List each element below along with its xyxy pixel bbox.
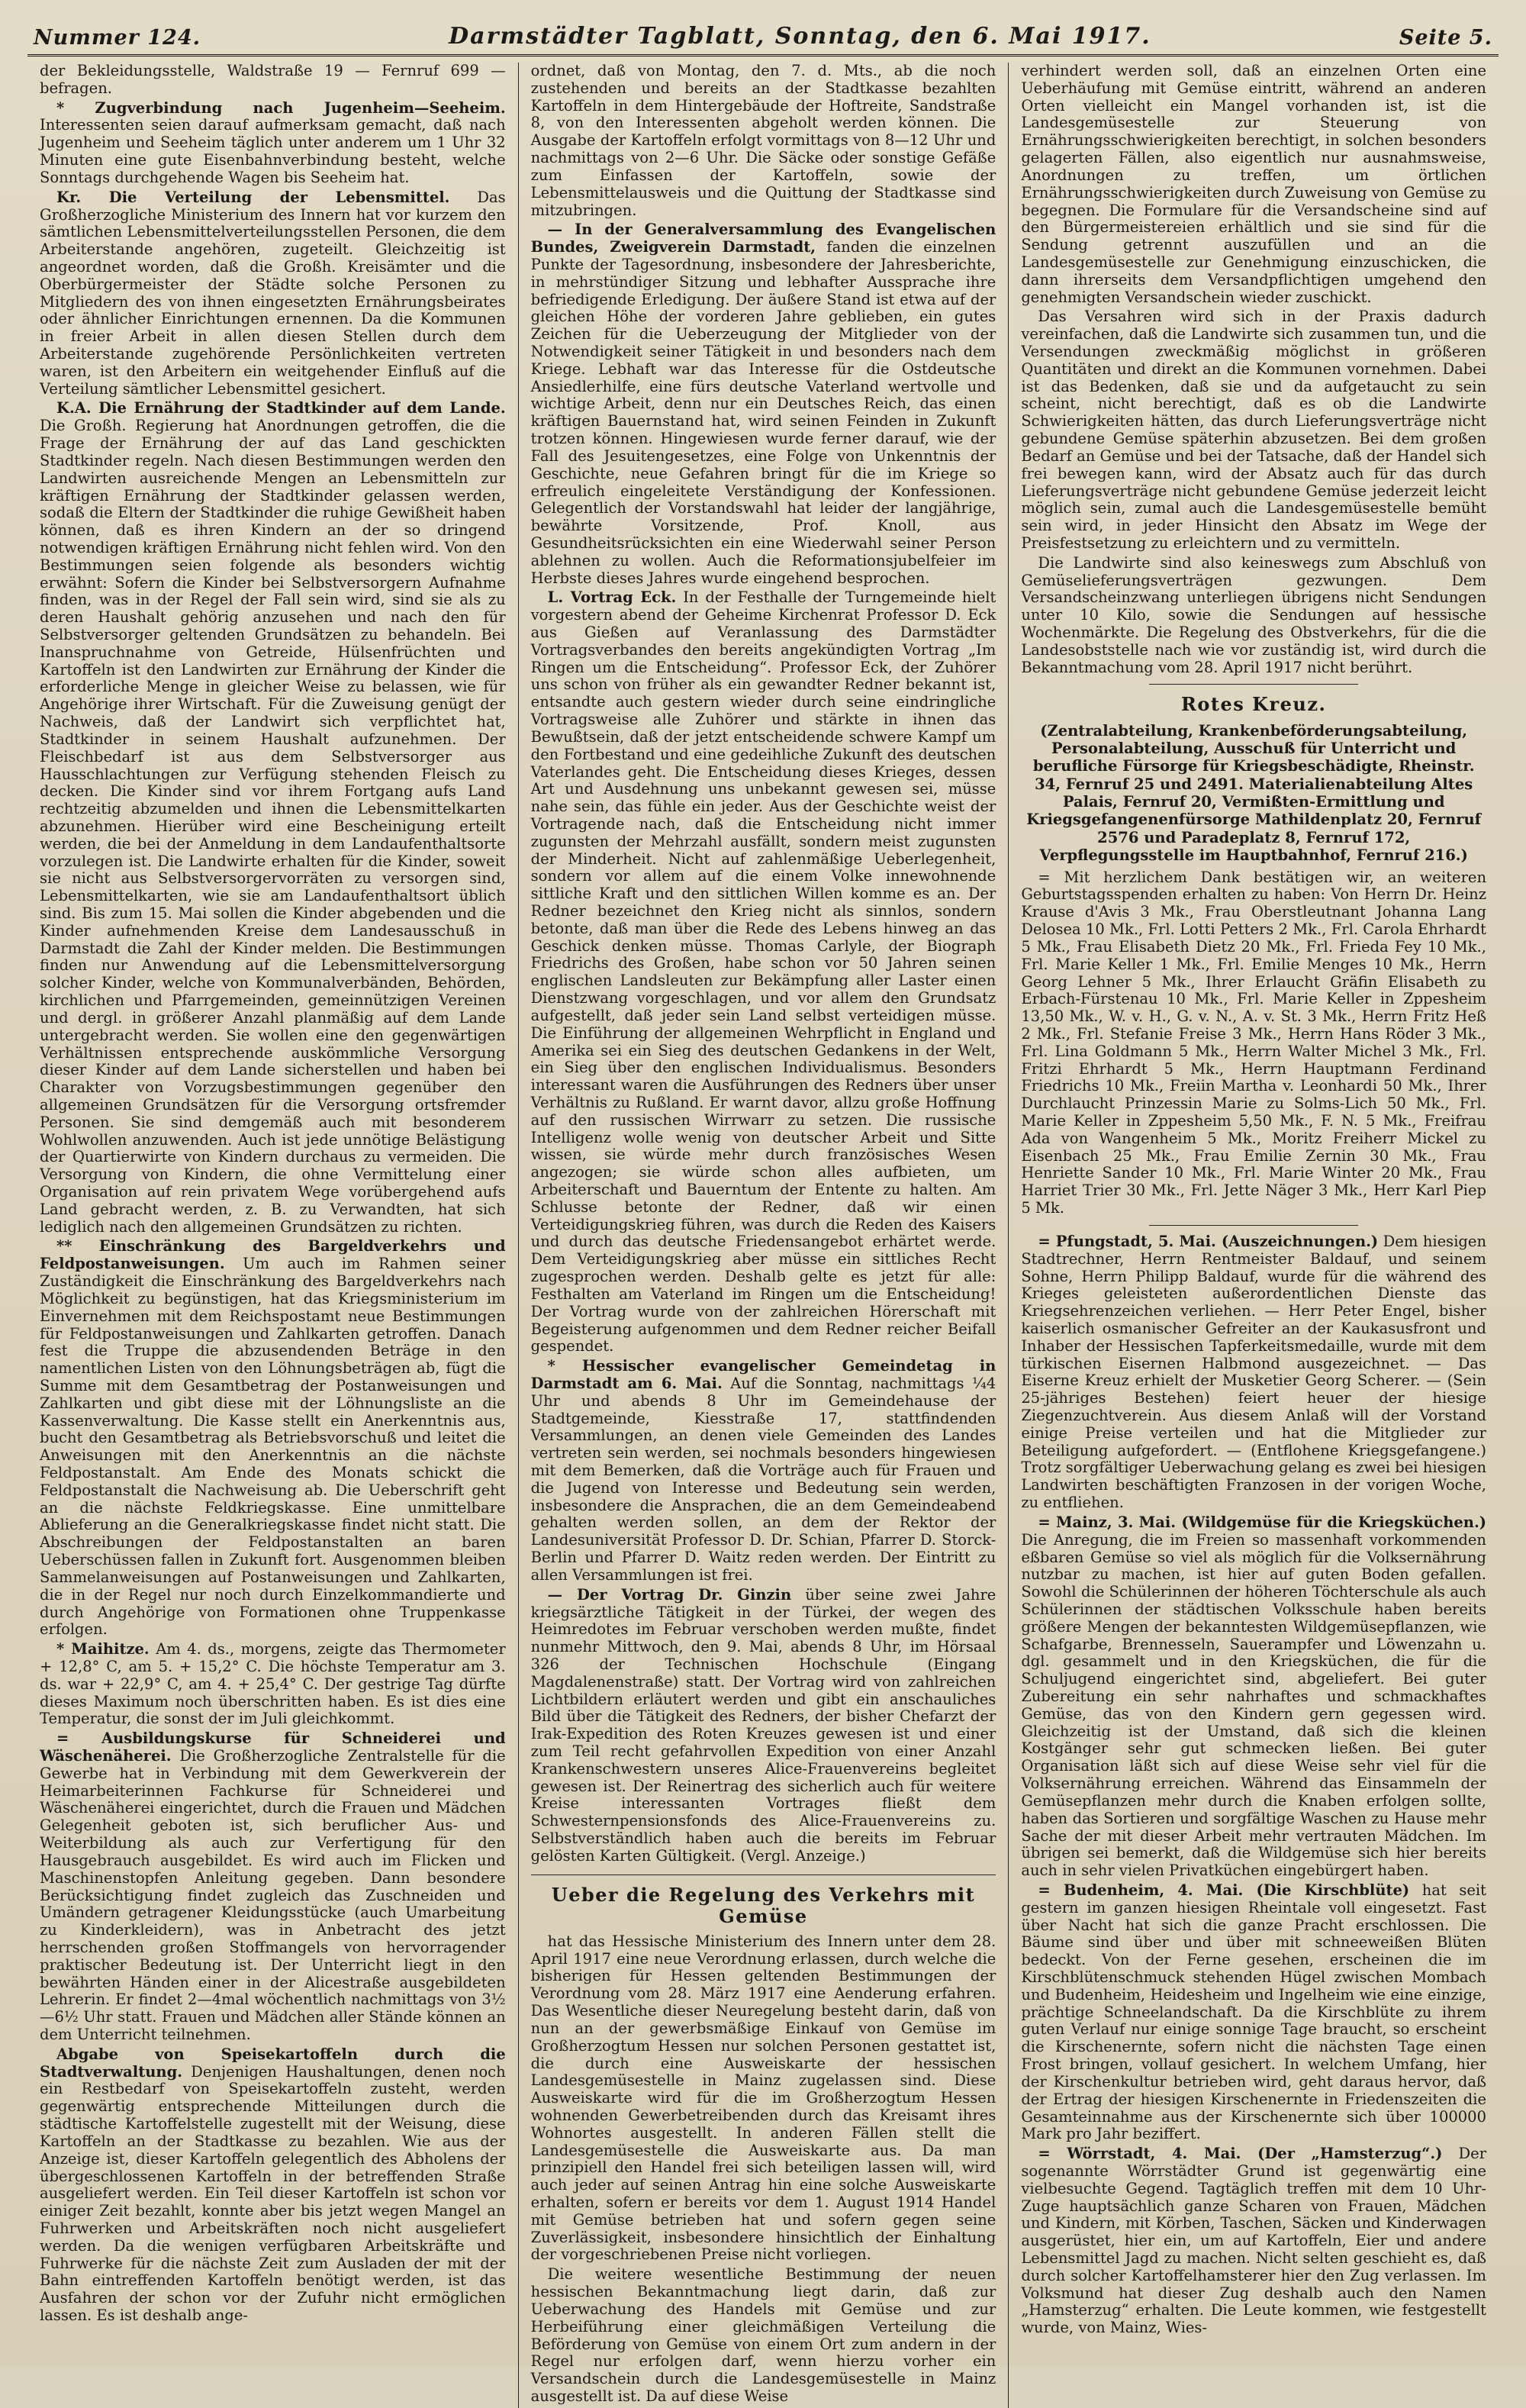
section-heading: Rotes Kreuz.: [1180, 693, 1327, 716]
article-lead: * Maihitze.: [56, 1640, 150, 1659]
article-text: Der sogenannte Wörrstädter Grund ist gegenwärtig eine vielbesuchte Gegend. Tagtäglich treffen mit dem 10 Uhr-Zuge hauptsächlich ganze Scharen von Frauen, Mädchen und Kindern, mit Körben, Taschen, Säcken und Kinderwagen ausgerüstet, hier ein, um auf Kartoffeln, Eier und andere Lebensmittel Jagd zu machen. Nicht selten geschieht es, daß durch solcher Kartoffelhamsterer hier den Zug verlassen. Im Volksmund hat dieser Zug deshalb auch den Namen „Hamsterzug“ erhalten. Die Leute kommen, wie festgestellt wurde, von Mainz, Wies-: [1021, 2145, 1487, 2337]
article-paragraph: [40, 2046, 506, 2325]
article-lead: Kr. Die Verteilung der Lebensmittel.: [56, 188, 450, 206]
article-text: Dem hiesigen Stadtrechner, Herrn Rentmeister Baldauf, und seinem Sohne, Herrn Philipp Baldauf, wurde für die während des Krieges geleisteten außerordentlichen Dienste das Kriegsehrenzeichen verliehen. — Herr Peter Engel, bisher kaiserlich osmanischer Gefreiter an der Kaukasusfront und Inhaber der Hessischen Tapferkeitsmedaille, wurde mit dem türkischen Eisernen Halbmond ausgezeichnet. — Das Eiserne Kreuz erhielt der Musketier Georg Scherer. — (Sein 25-jähriges Bestehen) feiert heuer der hiesige Ziegenzuchtverein. Aus diesem Anlaß will der Vorstand einige Preise verteilen und hat die Mitglieder zur Beteiligung aufgefordert. — (Entflohene Kriegsgefangene.) Trotz sorgfältiger Ueberwachung gelang es zwei bei hiesigen Landwirten beschäftigten Franzosen in der vorigen Woche, zu entfliehen.: [1021, 1232, 1487, 1512]
article-lead: = Mainz, 3. Mai. (Wildgemüse für die Kriegsküchen.): [1038, 1513, 1486, 1531]
article-paragraph: = Mit herzlichem Dank bestätigen wir, an weiteren Geburtstagsspenden erhalten zu haben: Von Herrn Dr. Heinz Krause d'Avis 3 Mk., Frau Oberstleutnant Johanna Lang Delosea 10 Mk., Frl. Lotti Petters 2 Mk., Frl. Carola Ehrhardt 5 Mk., Frau Elisabeth Dietz 20 Mk., Frl. Frieda Fey 10 Mk., Frl. Marie Keller 1 Mk., Frl. Emilie Menges 10 Mk., Herrn Georg Lehner 5 Mk., Ihrer Erlaucht Gräfin Elisabeth zu Erbach-Fürstenau 10 Mk., Frl. Marie Keller in Zppesheim 13,50 Mk., W. v. H., G. v. N., A. v. St. 3 Mk., Herrn Fritz Heß 2 Mk., Frl. Stefanie Freise 3 Mk., Herrn Hans Röder 3 Mk., Frl. Lina Goldmann 5 Mk., Herrn Walter Michel 3 Mk., Frl. Fritzi Ehrhardt 5 Mk., Herrn Hauptmann Ferdinand Friedrichs 10 Mk., Freiin Martha v. Leonhardi 50 Mk., Ihrer Durchlaucht Prinzessin Marie zu Solms-Lich 50 Mk., Frl. Marie Keller in Zppesheim 5,50 Mk., F. N. 5 Mk., Freifrau Ada von Wangenheim 5 Mk., Moritz Freiherr Mickel zu Eisenbach 25 Mk., Frau Emilie Zernin 30 Mk., Frau Henriette Sander 10 Mk., Frl. Marie Winter 20 Mk., Frau Harriet Trier 30 Mk., Frl. Jette Näger 3 Mk., Herr Karl Piep 5 Mk.: [1021, 868, 1486, 1217]
article-paragraph: [1021, 1514, 1486, 1880]
article-paragraph: [40, 1641, 506, 1728]
article-text: Das Großherzogliche Ministerium des Innern hat vor kurzem den sämtlichen Lebensmittelverteilungsstellen Personen, die dem Arbeiterstande angehören, zugeteilt. Gleichzeitig ist angeordnet worden, daß die Großh. Kreisämter und die Oberbürgermeister der Städte solche Personen zu Mitgliedern des von ihnen eingesetzten Ernährungsbeirates oder ähnlicher Einrichtungen ernennen. Da die Kommunen in freier Arbeit in allen diesen Stellen durch dem Arbeiterstande zugehörende Persönlichkeiten vertreten waren, ist den Arbeitern ein weitgehender Einfluß auf die Verteilung sämtlicher Lebensmittel gesichert.: [40, 188, 506, 398]
article-text: Auf die Sonntag, nachmittags ¼4 Uhr und abends 8 Uhr im Gemeindehause der Stadtgemeinde, Kiesstraße 17, stattfindenden Versammlungen, an denen viele Gemeinden des Landes vertreten sein werden, sei nochmals besonders hingewiesen mit dem Bemerken, daß die Vorträge auch für Frauen und die Jugend von Interesse und Bedeutung sein werden, insbesondere die Ansprachen, die an dem Gemeindeabend gehalten werden sollen, an dem der Rektor der Landesuniversität Professor D. Dr. Schian, Pfarrer D. Storck-Berlin und Pfarrer D. Waitz reden werden. Der Eintritt zu allen Versammlungen ist frei.: [530, 1374, 996, 1584]
article-text: Am 4. ds., morgens, zeigte das Thermometer + 12,8° C, am 5. + 15,2° C. Die höchste Temperatur am 3. ds. war + 22,9° C, am 4. + 25,4° C. Der gestrige Tag dürfte dieses Maximum noch überschritten haben. Es ist dies eine Temperatur, die sonst der im Juli gleichkommt.: [40, 1640, 506, 1728]
columns: [27, 62, 1499, 2405]
masthead: [27, 23, 1499, 56]
article-paragraph: [1021, 1882, 1486, 2143]
article-text: Die Großherzogliche Zentralstelle für die Gewerbe hat in Verbindung mit dem Gewerkverein der Heimarbeiterinnen Fachkurse für Schneiderei und Wäschenäherei eingerichtet, durch die Frauen und Mädchen Gelegenheit geboten ist, sich beruflicher Aus- und Weiterbildung als auch zur Verfertigung für den Hausgebrauch ausgebildet. Es wird auch im Flicken und Maschinenstopfen Anleitung gegeben. Dann besondere Berücksichtigung findet zugleich das Zuschneiden und Umändern getragener Kleidungsstücke (auch Umarbeitung zu Kinderkleidern), was in Anbetracht des jetzt herrschenden großen Stoffmangels von hervorragender praktischer Bedeutung ist. Der Unterricht liegt in den bewährten Händen einer in der Alicestraße ausgebildeten Lehrerin. Er findet 2—4mal wöchentlich nachmittags von 3½—6½ Uhr statt. Frauen und Mädchen aller Stände können an dem Unterricht teilnehmen.: [40, 1747, 506, 2043]
article-lead: L. Vortrag Eck.: [547, 588, 677, 607]
article-lead: K.A. Die Ernährung der Stadtkinder auf dem Lande.: [56, 399, 506, 417]
divider: [1149, 684, 1358, 685]
page-number: Seite 5.: [1399, 26, 1492, 50]
section-heading: Ueber die Regelung des Verkehrs mit Gemüse: [551, 1883, 976, 1927]
article-text: über seine zwei Jahre kriegsärztliche Tätigkeit in der Türkei, der wegen des Heimredotes im Februar verschoben werden mußte, findet nunmehr Mittwoch, den 9. Mai, abends 8 Uhr, im Hörsaal 326 der Technischen Hochschule (Eingang Magdalenenstraße) statt. Der Vortrag wird von zahlreichen Lichtbildern erläutert werden und gibt ein anschauliches Bild über die Tätigkeit des Redners, der bisher Chefarzt der Irak-Expedition des Roten Kreuzes gewesen ist und einer zum Teil recht gefahrvollen Expedition von einer Anzahl Krankenschwestern unseres Alice-Frauenvereins begleitet gewesen ist. Der Reinertrag des sicherlich auch für weitere Kreise interessanten Vortrages fließt dem Schwesternpensionsfonds des Alice-Frauenvereins zu. Selbstverständlich haben auch die bereits im Februar gelösten Karten Gültigkeit. (Vergl. Anzeige.): [530, 1585, 996, 1865]
article-lead: = Wörrstadt, 4. Mai. (Der „Hamsterzug“.): [1038, 2145, 1443, 2163]
article-text: Die Großh. Regierung hat Anordnungen getroffen, die die Frage der Ernährung der auf das Land geschickten Stadtkinder regeln. Nach diesen Bestimmungen werden den Landwirten ausreichende Mengen an Lebensmitteln zur kräftigen Ernährung der Stadtkinder gelassen werden, sodaß die Eltern der Stadtkinder die ruhige Gewißheit haben können, daß es ihren Kindern an der so dringend notwendigen kräftigen Ernährung nicht fehlen wird. Von den Bestimmungen seien folgende als besonders wichtig erwähnt: Sofern die Kinder bei Selbstversorgern Aufnahme finden, was in der Regel der Fall sein wird, sind sie als zu deren Haushalt gehörig anzusehen und nach den für Selbstversorger geltenden Grundsätzen zu behandeln. Bei Inanspruchnahme von Getreide, Hülsenfrüchten und Kartoffeln ist den Landwirten zur Ernährung der Kinder die erforderliche Menge in gleicher Weise zu belassen, wie für Angehörige ihrer Wirtschaft. Für die Zuweisung genügt der Nachweis, daß der Landwirt sich verpflichtet hat, Stadtkinder in seinem Haushalt aufzunehmen. Der Fleischbedarf ist aus dem Selbstversorger aus Hausschlachtungen zur Verfügung stehenden Fleisch zu decken. Die Kinder sind vor ihrem Fortgang aufs Land rechtzeitig abzumelden und ihnen die Lebensmittelkarten abzunehmen. Hierüber wird eine Bescheinigung erteilt werden, die bei der Anmeldung in dem Landaufenthaltsorte vorzulegen ist. Die Landwirte erhalten für die Kinder, soweit sie nicht aus Selbstversorgervorräten zu versorgen sind, Lebensmittelkarten, wie sie am Landaufenthaltsort üblich sind. Bis zum 15. Mai sollen die Kinder abgebenden und die Kinder aufnehmenden Kreise dem Landesausschuß in Darmstadt die Zahl der Kinder melden. Die Bestimmungen finden nur Anwendung auf die Lebensmittelversorgung solcher Kinder, welche von Kommunalverbänden, Behörden, kirchlichen und Pfarrgemeinden, gemeinnützigen Vereinen und dergl. in größerer Anzahl planmäßig auf dem Lande untergebracht werden. Sie wollen eine den gegenwärtigen Verhältnissen entsprechende auskömmliche Versorgung dieser Kinder auf dem Lande sicherstellen und haben bei Charakter von Vorzugsbestimmungen gegenüber den allgemeinen Grundsätzen für die Versorgung ortsfremder Personen. Sie sind demgemäß auch mit besonderem Wohlwollen anzuwenden. Auch ist jede unnötige Belästigung der Quartierwirte von Kindern durchaus zu vermeiden. Die Versorgung von Kindern, die ohne Vermittelung einer Organisation auf rein privatem Wege vorübergehend aufs Land gebracht werden, z. B. zu Verwandten, hat sich lediglich nach den allgemeinen Grundsätzen zu richten.: [40, 417, 506, 1236]
article-text: Interessenten seien darauf aufmerksam gemacht, daß nach Jugenheim und Seeheim täglich unter anderem um 1 Uhr 32 Minuten eine gute Eisenbahnverbindung besteht, welche Sonntags durchgehende Wagen bis Seeheim hat.: [40, 116, 506, 186]
article-paragraph: [531, 221, 996, 587]
article-paragraph: [40, 100, 506, 187]
article-lead: = Budenheim, 4. Mai. (Die Kirschblüte): [1038, 1881, 1410, 1899]
article-text: Denjenigen Haushaltungen, denen noch ein Restbedarf von Speisekartoffeln zusteht, werden gegenwärtig entsprechende Mitteilungen durch die städtische Kartoffelstelle zugestellt mit der Weisung, diese Kartoffeln an der Stadtkasse zu bezahlen. Wie aus der Anzeige ist, dieser Kartoffeln gelegentlich des Abholens der übergeschlossenen Kartoffeln in der betreffenden Straße ausgeliefert werden. Ein Teil dieser Kartoffeln ist schon vor einiger Zeit bezahlt, konnte aber bis jetzt wegen Mangel an Fuhrwerken und Arbeitskräften noch nicht ausgeliefert werden. Da die wenigen verfügbaren Arbeitskräfte und Fuhrwerke für die nächste Zeit zum Ausladen der mit der Bahn eintreffenden Kartoffeln benötigt werden, ist das Ausfahren der schon vor der Zufuhr nicht ermöglichen lassen. Es ist deshalb ange-: [40, 2062, 506, 2324]
article-paragraph: [531, 1587, 996, 1865]
article-lead: — Der Vortrag Dr. Ginzin: [547, 1585, 792, 1604]
article-lead: Abgabe von Speisekartoffeln durch die Stadtverwaltung.: [40, 2045, 506, 2081]
section-subheading: (Zentralabteilung, Krankenbeförderungsabteilung, Personalabteilung, Ausschuß für Unterricht und berufliche Fürsorge für Kriegsbeschädigte, Rheinstr. 34, Fernruf 25 und 2491. Materialienabteilung Altes Palais, Fernruf 20, Vermißten-Ermittlung und Kriegsgefangenenfürsorge Mathildenplatz 20, Fernruf 2576 und Paradeplatz 8, Fernruf 172, Verpflegungsstelle im Hauptbahnhof, Fernruf 216.): [1026, 721, 1482, 865]
article-text: fanden die einzelnen Punkte der Tagesordnung, insbesondere der Jahresberichte, in mehrstündiger Sitzung und lebhafter Aussprache ihre befriedigende Erledigung. Der äußere Stand ist etwa auf der gleichen Höhe der vorderen Jahre geblieben, ein gutes Zeichen für die Ueberzeugung der Mitglieder von der Notwendigkeit seiner Tätigkeit in und besonders nach dem Kriege. Lebhaft war das Interesse für die Ostdeutsche Ansiedlerhilfe, eine fürs deutsche Vaterland wertvolle und wichtige Arbeit, denn nur ein Deutsches Reich, das einen kräftigen Bauernstand hat, wird seinen Feinden in Zukunft trotzen können. Hingewiesen wurde ferner darauf, wie der Fall des Jesuitengesetzes, eine Folge von Unkenntnis der Geschichte, neue Gefahren bringt für die im Kriege so erfreulich eingeleitete Verständigung der Konfessionen. Gelegentlich der Vorstandswahl hat leider der langjährige, bewährte Vorsitzende, Prof. Knoll, aus Gesundheitsrücksichten ein eine Wiederwahl seiner Person ablehnen zu wollen. Auch die Reformationsjubelfeier im Herbste dieses Jahres wurde eingehend besprochen.: [530, 238, 996, 587]
article-text: hat seit gestern im ganzen hiesigen Rheintale voll eingesetzt. Fast über Nacht hat sich die ganze Pracht erschlossen. Die Bäume sind über und über mit schneeweißen Blüten bedeckt. Von der Ferne gesehen, erscheinen die im Kirschblütenschmuck stehenden Hügel zwischen Mombach und Budenheim, Heidesheim und Ingelheim wie eine einzige, prächtige Schneelandschaft. Da die Kirschblüte zu ihrem guten Verlauf nur einige sonnige Tage braucht, so erscheint die Kirschenernte, sofern nicht die nächsten Tage einen Frost bringen, vollauf gesichert. In welchem Umfang, hier der Kirschenkultur betrieben wird, geht daraus hervor, daß der Ertrag der hiesigen Kirschenernte in Friedenszeiten die Gesamteinnahme aus der Kirschenernte sich über 100000 Mark pro Jahr beziffert.: [1021, 1881, 1487, 2143]
article-paragraph: Die Landwirte sind also keineswegs zum Abschluß von Gemüselieferungsverträgen gezwungen. Dem Versandscheinzwang unterliegen übrigens nicht Sendungen unter 10 Kilo, sowie die Sendungen auf hessische Wochenmärkte. Die Regelung des Obstverkehrs, für die die Landesobststelle nach wie vor zuständig ist, wird durch die Bekanntmachung vom 28. April 1917 nicht berührt.: [1021, 553, 1486, 676]
article-paragraph: [40, 400, 506, 1236]
article-paragraph: hat das Hessische Ministerium des Innern unter dem 28. April 1917 eine neue Verordnung erlassen, durch welche die bisherigen für Hessen geltenden Bestimmungen der Verordnung vom 28. März 1917 eine Aenderung erfahren. Das Wesentliche dieser Neuregelung besteht darin, daß von nun an der gewerbsmäßige Einkauf von Gemüse im Großherzogtum Hessen nur solchen Personen gestattet ist, die durch eine Ausweiskarte der hessischen Landesgemüsestelle in Mainz zugelassen sind. Diese Ausweiskarte wird für die im Großherzogtum Hessen wohnenden Gewerbetreibenden durch das Kreisamt ihres Wohnortes ausgestellt. In anderen Fällen stellt die Landesgemüsestelle die Ausweiskarte aus. Da man prinzipiell den Handel frei sich beteiligen lassen will, wird auch jeder auf seinen Antrag hin eine solche Ausweiskarte erhalten, sofern er bereits vor dem 1. August 1914 Handel mit Gemüse betrieben hat und sofern gegen seine Zuverlässigkeit, insbesondere hinsichtlich der Einhaltung der vorgeschriebenen Preise nicht vorliegen.: [530, 1932, 996, 2264]
article-paragraph: [40, 1238, 506, 1639]
article-lead: = Ausbildungskurse für Schneiderei und Wäschenäherei.: [40, 1729, 506, 1765]
article-paragraph: verhindert werden soll, daß an einzelnen Orten eine Ueberhäufung mit Gemüse eintritt, während an anderen Orten vielleicht ein Mangel vorhanden ist, ist die Landesgemüsestelle zur Steuerung von Ernährungsschwierigkeiten berechtigt, in solchen besonders gelagerten Fällen, also eigentlich nur ausnahmsweise, Anordnungen zu treffen, um örtlichen Ernährungsschwierigkeiten durch Zuweisung von Gemüse zu begegnen. Die Formulare für die Versandscheine sind auf den Bürgermeistereien erhältlich und sie sind für die Sendung getrennt auszufüllen und an die Landesgemüsestelle zur Genehmigung einzuschicken, die dann ihrerseits dem Versandpflichtigen umgehend den genehmigten Versandschein wieder zuschickt.: [1021, 62, 1486, 306]
column-1: [27, 63, 518, 2408]
article-paragraph: ordnet, daß von Montag, den 7. d. Mts., ab die noch zustehenden und bereits an der Stadtkasse bezahlten Kartoffeln in dem Hintergebäude der Hoftreite, Sandstraße 8, von den Interessenten abgeholt werden können. Die Ausgabe der Kartoffeln erfolgt vormittags von 8—12 Uhr und nachmittags von 2—6 Uhr. Die Säcke oder sonstige Gefäße zum Einfassen der Kartoffeln, sowie der Lebensmittelausweis und die Quittung der Stadtkasse sind mitzubringen.: [530, 62, 996, 219]
article-paragraph: Das Versahren wird sich in der Praxis dadurch vereinfachen, daß die Landwirte sich zusammen tun, und die Versendungen zweckmäßig möglichst in größeren Quantitäten und direkt an die Kommunen vornehmen. Dabei ist das Bedenken, daß sie und da aufgetaucht zu sein scheint, nicht berechtigt, daß es ob die Landwirte Schwierigkeiten hätten, das durch Lieferungsverträge nicht gebundene Gemüse späterhin abzusetzen. Bei dem großen Bedarf an Gemüse und bei der Tatsache, daß der Handel sich frei bewegen kann, wird der Absatz auch für das durch Lieferungsverträge nicht gebundene Gemüse jederzeit leicht möglich sein, zumal auch die Landesgemüsestelle bemüht sein wird, in jeder Hinsicht den Absatz im Wege der Preisfestsetzung zu erleichtern und zu vermitteln.: [1021, 308, 1486, 552]
newspaper-title: Darmstädter Tagblatt, Sonntag, den 6. Mai 1917.: [449, 23, 1151, 50]
article-paragraph: Die weitere wesentliche Bestimmung der neuen hessischen Bekanntmachung liegt darin, daß zur Ueberwachung des Handels mit Gemüse und zur Herbeiführung einer gleichmäßigen Verteilung die Beförderung von Gemüse von einem Ort zum andern in der Regel nur erfolgen darf, wenn hierzu vorher ein Versandschein durch die Landesgemüsestelle in Mainz ausgestellt ist. Da auf diese Weise: [530, 2265, 996, 2405]
article-lead: — In der Generalversammlung des Evangelischen Bundes, Zweigverein Darmstadt,: [530, 221, 996, 256]
article-lead: = Pfungstadt, 5. Mai. (Auszeichnungen.): [1038, 1232, 1379, 1250]
article-paragraph: [40, 189, 506, 398]
column-3: [1008, 63, 1499, 2408]
article-paragraph: [40, 1730, 506, 2044]
article-paragraph: [1021, 2145, 1486, 2337]
column-2: [518, 63, 1009, 2408]
article-paragraph: [531, 1358, 996, 1584]
article-text: Die Anregung, die im Freien so massenhaft vorkommenden eßbaren Gemüse so viel als möglich für die Volksernährung nutzbar zu machen, ist hier auf guten Boden gefallen. Sowohl die Schülerinnen der höheren Töchterschule als auch Schülerinnen der städtischen Volksschule haben bereits größere Mengen der bekanntesten Wildgemüsepflanzen, wie Schafgarbe, Brennesseln, Sauerampfer und Löwenzahn u. dgl. gesammelt und in den Kriegsküchen, die für die Schuljugend eingerichtet sind, abgeliefert. Bei guter Zubereitung ein sehr nahrhaftes und schmackhaftes Gemüse, das von den Kindern gern gegessen wird. Gleichzeitig ist der Umstand, daß sich die kleinen Kostgänger sehr gut schmecken ließen. Bei guter Organisation läßt sich auf diese Weise sehr viel für die Volksernährung erreichen. Während das Einsammeln der Gemüsepflanzen mehr durch die Knaben erfolgen sollte, haben das Sortieren und sorgfältige Waschen zu Hause mehr Sache der mit dieser Arbeit mehr vertrauten Mädchen. Im übrigen sei bemerkt, daß die Wildgemüse sich hier bereits auch in sehr vielen Privatküchen eingebürgert haben.: [1021, 1530, 1486, 1880]
article-text: In der Festhalle der Turngemeinde hielt vorgestern abend der Geheime Kirchenrat Professor D. Eck aus Gießen auf Veranlassung des Darmstädter Vortragsverbandes den bereits angekündigten Vortrag „Im Ringen um die Entscheidung“. Professor Eck, der Zuhörer uns schon von früher als ein gewandter Redner bekannt ist, entsandte auch gestern wieder durch seine eindringliche Vortragsweise alle Zuhörer und stärkte in ihnen das Bewußtsein, daß der jetzt entscheidende schwere Kampf um den Fortbestand und eine gedeihliche Zukunft des deutschen Vaterlandes geht. Die Entscheidung dieses Krieges, dessen Art und Ausdehnung uns unbekannt gewesen sei, müsse nahe sein, das fühle ein jeder. Aus der Geschichte weist der Vortragende nach, daß die Entscheidung nicht immer zugunsten der Mehrzahl ausfällt, sondern meist zugunsten der Minderheit. Nicht auf zahlenmäßige Ueberlegenheit, sondern vor allem auf die einem Volke innewohnende sittliche Kraft und den sittlichen Willen komme es an. Der Redner bezeichnet den Krieg nicht als sinnlos, sondern betonte, daß man über die Rede des Lebens hinweg an das Geschick denken müsse. Thomas Carlyle, der Biograph Friedrichs des Großen, habe schon vor 50 Jahren seinen englischen Landsleuten zur Bekämpfung aller Laster einen Dienstzwang vorgeschlagen, und vor allem den Grundsatz aufgestellt, daß jeder sein Land selbst verteidigen müsse. Die Einführung der allgemeinen Wehrpflicht in England und Amerika sei ein Sieg des deutschen Gedankens in der Welt, ein Sieg über den englischen Individualismus. Besonders interessant waren die Ausführungen des Redners über unser Verhältnis zu Rußland. Er warnt davor, allzu große Hoffnung auf den russischen Wirrwarr zu setzen. Die russische Intelligenz wolle wenig von deutscher Arbeit und Sitte wissen, sie würde mehr durch französisches Wesen angezogen; sie würde schon alles aufbieten, um Arbeiterschaft und Bauerntum der Entente zu halten. Am Schlusse betonte der Redner, daß wir einen Verteidigungskrieg führen, was durch die Reden des Kaisers und durch das deutsche Friedensangebot erhärtet werde. Dem Verteidigungskrieg aber müsse ein sittliches Recht zugesprochen werden. Deshalb gelte es jetzt für alle: Festhalten am Vaterland im Ringen um die Entscheidung! Der Vortrag wurde von der zahlreichen Hörerschaft mit Begeisterung aufgenommen und dem Redner reicher Beifall gespendet.: [530, 588, 996, 1356]
article-paragraph: der Bekleidungsstelle, Waldstraße 19 — Fernruf 699 — befragen.: [40, 62, 506, 97]
divider: [1149, 1225, 1358, 1226]
article-paragraph: [1021, 1233, 1486, 1512]
article-paragraph: [531, 589, 996, 1356]
article-lead: * Hessischer evangelischer Gemeindetag in Darmstadt am 6. Mai.: [530, 1357, 996, 1392]
article-lead: ** Einschränkung des Bargeldverkehrs und Feldpostanweisungen.: [40, 1237, 506, 1273]
article-lead: * Zugverbindung nach Jugenheim—Seeheim.: [56, 98, 506, 117]
article-text: Um auch im Rahmen seiner Zuständigkeit die Einschränkung des Bargeldverkehrs nach Möglichkeit zu begünstigen, hat das Kriegsministerium im Einvernehmen mit dem Reichspostamt neue Bestimmungen für Feldpostanweisungen und Zahlkarten getroffen. Danach fest die Truppe die abzusendenden Beträge in den namentlichen Listen von den Löhnungsbeträgen ab, fügt die Summe mit dem Gesamtbetrag der Postanweisungen und Zahlkarten und gibt diese mit der Löhnungsliste an die Kassenverwaltung. Die Kasse stellt ein Anerkenntnis aus, bucht den Gesamtbetrag als Betriebsvorschuß und leitet die Anweisungen mit den Anerkenntnis an die nächste Feldpostanstalt. Am Ende des Monats schickt die Feldpostanstalt die Nachweisung ab. Die Ueberschrift geht an die nächste Feldkriegskasse. Eine unmittelbare Ablieferung an die Generalkriegskasse findet nicht statt. Die Abschreibungen der Feldpostanstalten an baren Ueberschüssen fallen in Zukunft fort. Ausgenommen bleiben Sammelanweisungen auf Postanweisungen und Zahlkarten, die in der Regel nur noch durch Einzelkommandierte und durch Angehörige von Formationen ohne Truppenkasse erfolgen.: [40, 1255, 506, 1639]
issue-number: Nummer 124.: [34, 26, 201, 50]
